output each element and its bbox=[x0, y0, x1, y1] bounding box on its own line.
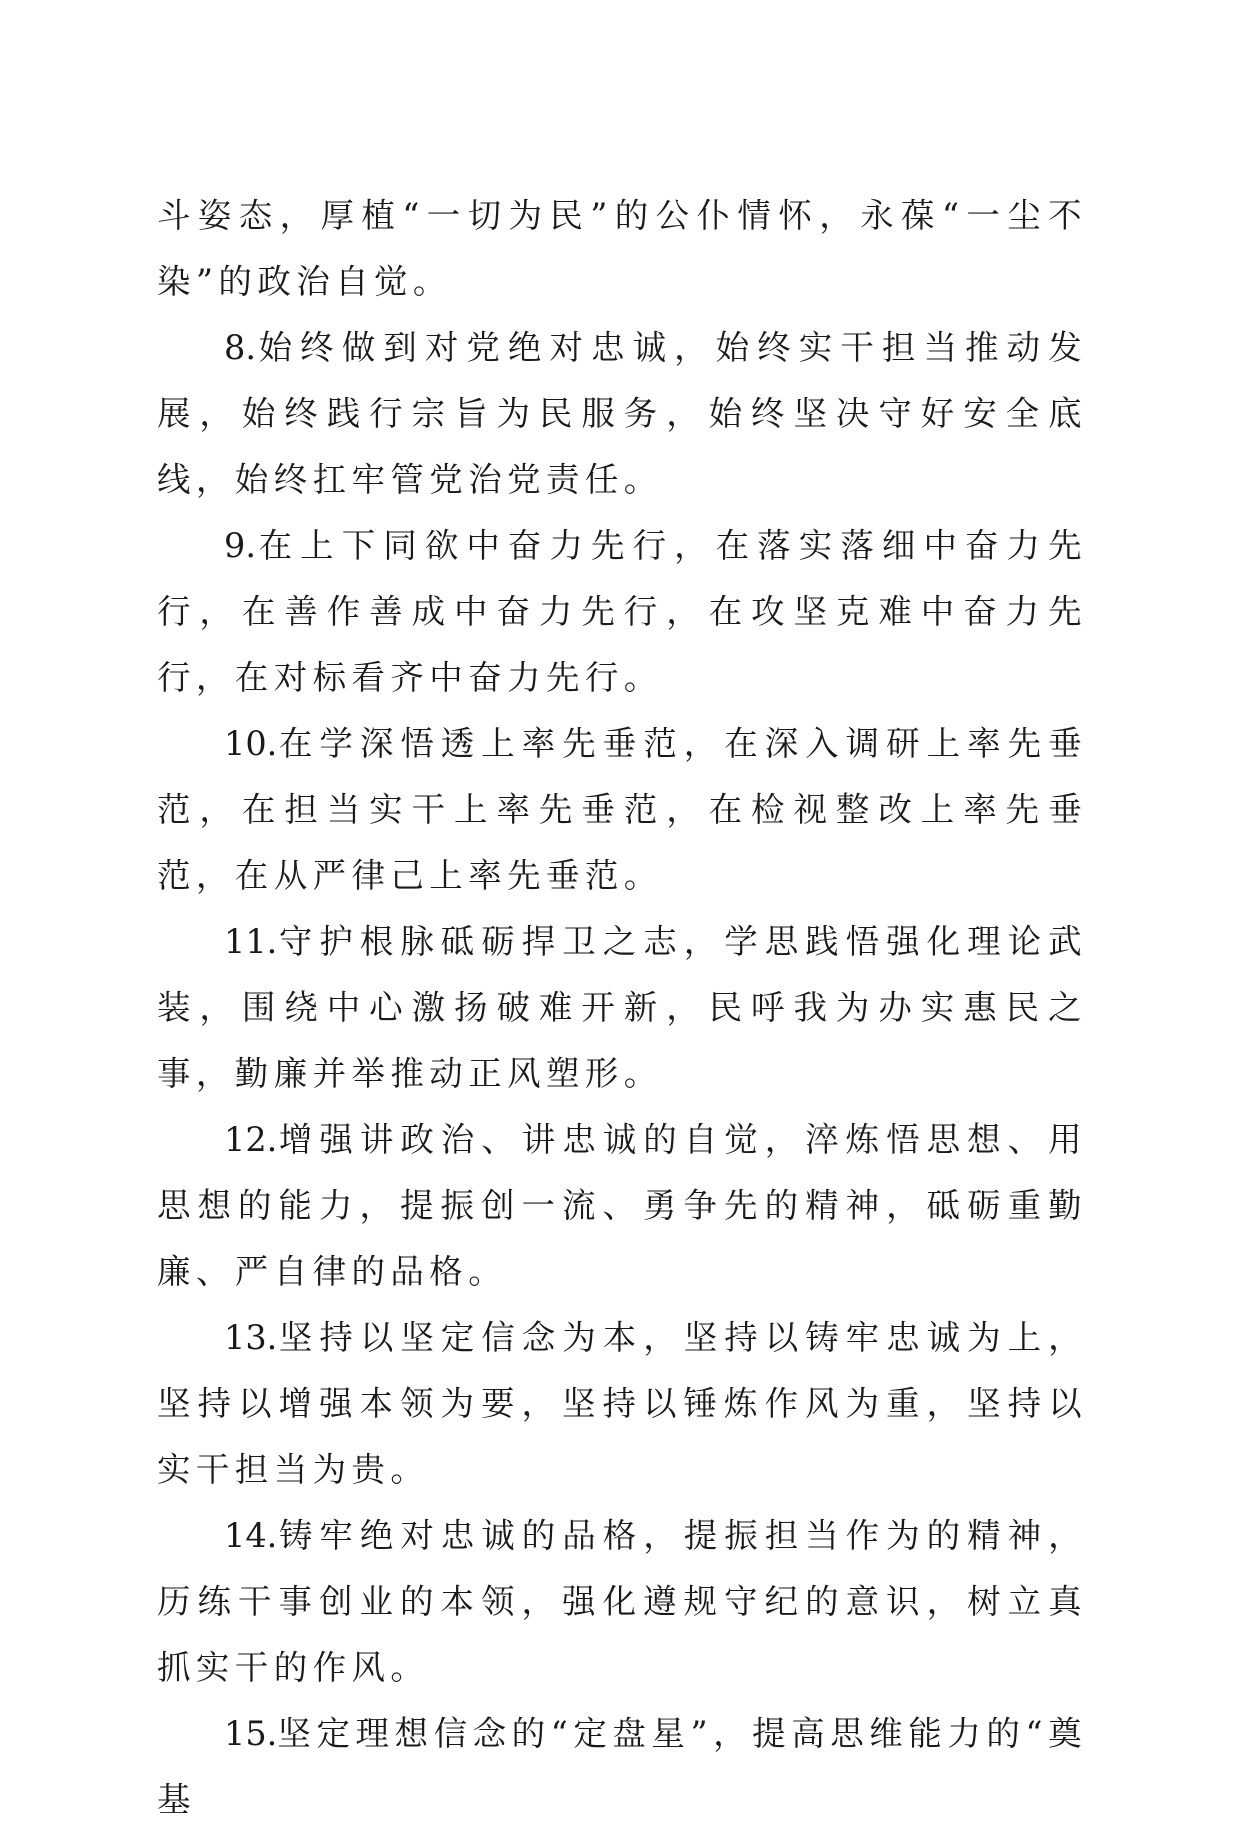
paragraph-text: 守护根脉砥砺捍卫之志，学思践悟强化理论武装，围绕中心激扬破难开新，民呼我为办实惠民之事，勤廉并举推动正风塑形。 bbox=[157, 922, 1087, 1093]
paragraph-number: 8. bbox=[224, 328, 256, 367]
paragraph-number: 11. bbox=[224, 922, 278, 961]
paragraph-text: 坚持以坚定信念为本，坚持以铸牢忠诚为上，坚持以增强本领为要，坚持以锤炼作风为重，坚持以实干担当为贵。 bbox=[157, 1318, 1087, 1489]
paragraph-number: 13. bbox=[224, 1318, 278, 1357]
paragraph-text: 增强讲政治、讲忠诚的自觉，淬炼悟思想、用思想的能力，提振创一流、勇争先的精神，砥砺重勤廉、严自律的品格。 bbox=[157, 1120, 1087, 1291]
paragraph-continuation bbox=[157, 183, 1087, 315]
paragraph-8 bbox=[157, 315, 1087, 513]
paragraph-10 bbox=[157, 711, 1087, 909]
paragraph-number: 10. bbox=[224, 724, 278, 763]
paragraph-12 bbox=[157, 1107, 1087, 1305]
paragraph-number: 15. bbox=[224, 1714, 278, 1753]
paragraph-9 bbox=[157, 513, 1087, 711]
paragraph-number: 12. bbox=[224, 1120, 278, 1159]
paragraph-number: 9. bbox=[224, 526, 256, 565]
document-body bbox=[157, 183, 1087, 1833]
paragraph-text: 坚定理想信念的“定盘星”，提高思维能力的“奠基 bbox=[157, 1714, 1087, 1819]
paragraph-text: 铸牢绝对忠诚的品格，提振担当作为的精神，历练干事创业的本领，强化遵规守纪的意识，树立真抓实干的作风。 bbox=[157, 1516, 1087, 1687]
paragraph-11 bbox=[157, 909, 1087, 1107]
paragraph-text: 在上下同欲中奋力先行，在落实落细中奋力先行，在善作善成中奋力先行，在攻坚克难中奋力先行，在对标看齐中奋力先行。 bbox=[157, 526, 1087, 697]
paragraph-text: 在学深悟透上率先垂范，在深入调研上率先垂范，在担当实干上率先垂范，在检视整改上率先垂范，在从严律己上率先垂范。 bbox=[157, 724, 1087, 895]
paragraph-text: 始终做到对党绝对忠诚，始终实干担当推动发展，始终践行宗旨为民服务，始终坚决守好安全底线，始终扛牢管党治党责任。 bbox=[157, 328, 1087, 499]
paragraph-13 bbox=[157, 1305, 1087, 1503]
paragraph-14 bbox=[157, 1503, 1087, 1701]
paragraph-number: 14. bbox=[224, 1516, 278, 1555]
paragraph-15 bbox=[157, 1701, 1087, 1833]
paragraph-text: 斗姿态，厚植“一切为民”的公仆情怀，永葆“一尘不染”的政治自觉。 bbox=[157, 196, 1087, 301]
